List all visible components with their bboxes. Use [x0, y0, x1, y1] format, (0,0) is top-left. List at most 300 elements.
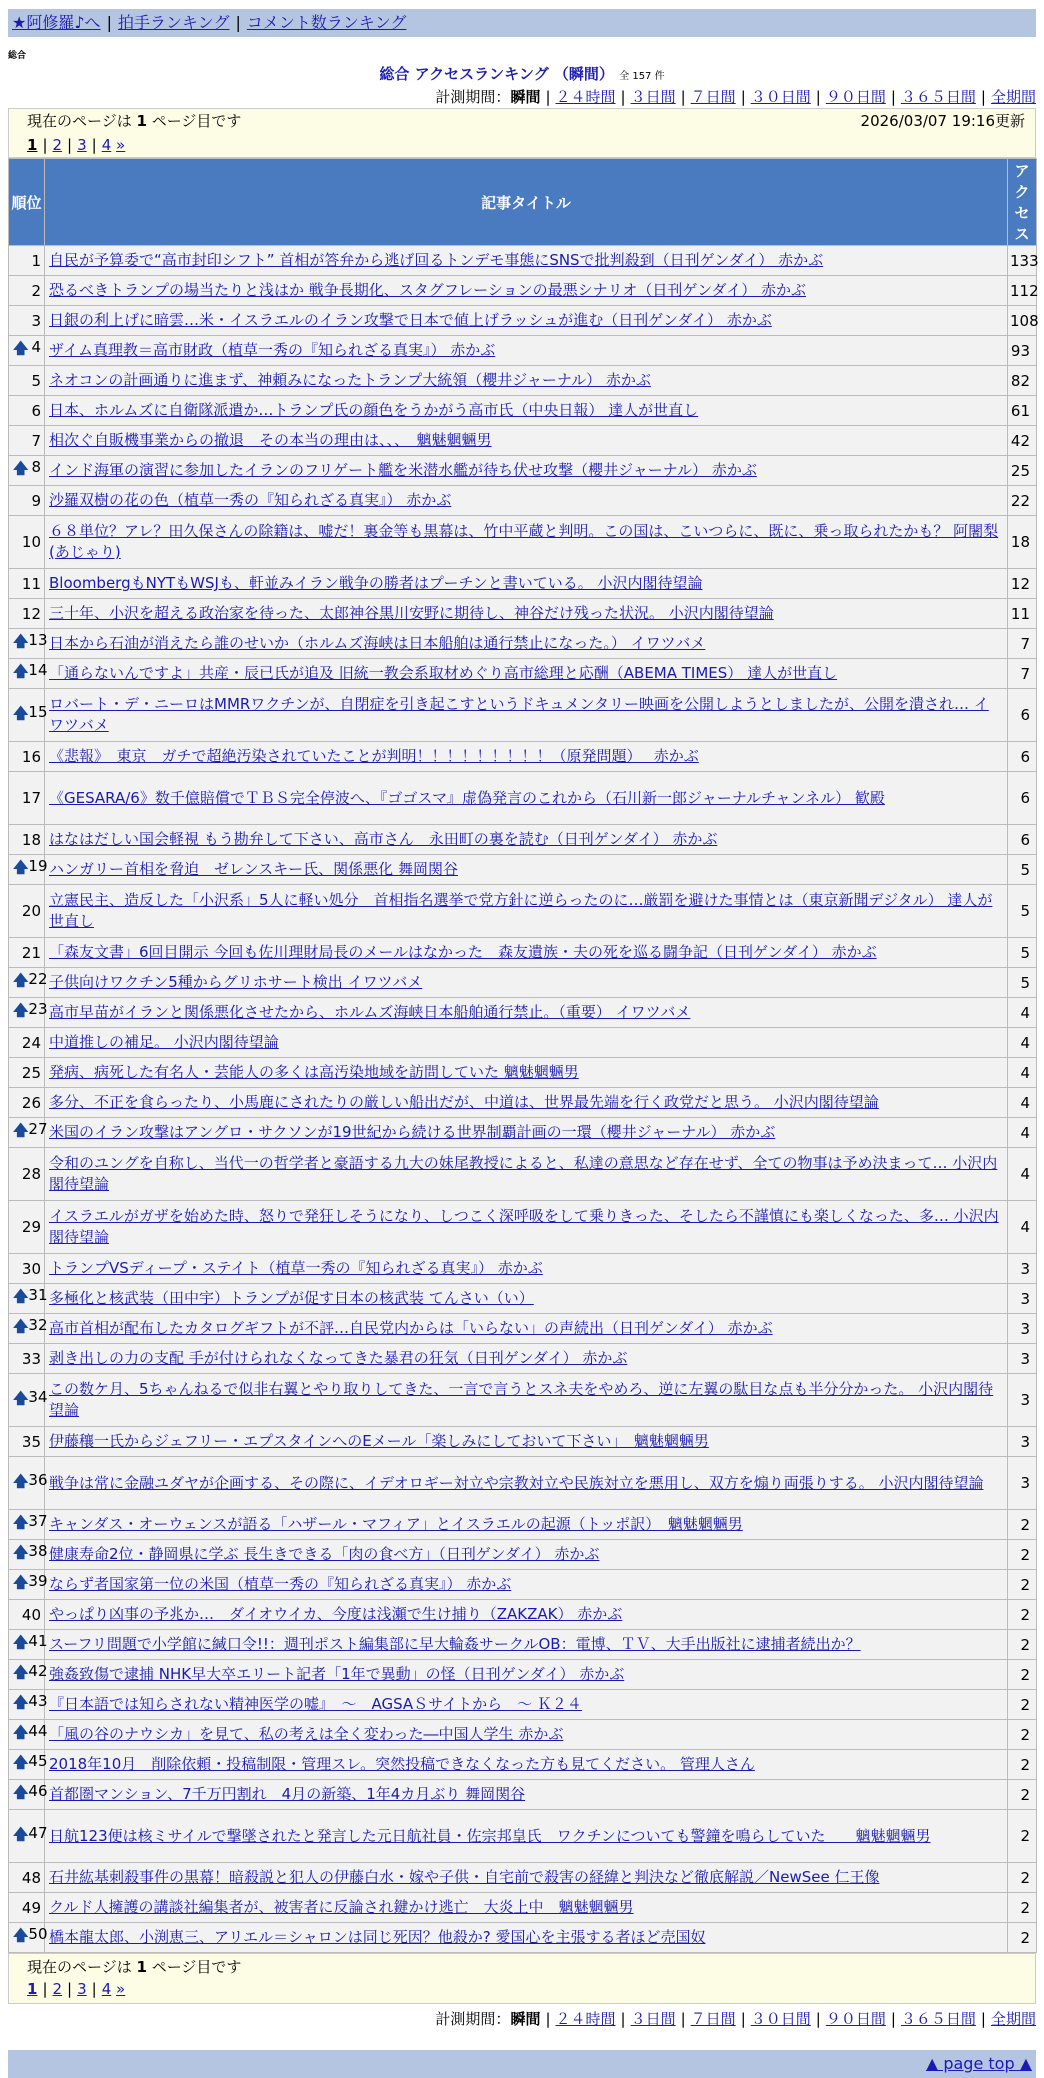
article-link[interactable]: 多分、不正を食らったり、小馬鹿にされたりの厳しい船出だが、中道は、世界最先端を行く政党だと思う。 小沢内閣待望論 — [49, 1093, 879, 1111]
rank-up-icon: 🡅 — [13, 1824, 29, 1843]
rank-up-icon: 🡅 — [13, 1001, 29, 1019]
rank-number: 37 — [28, 1512, 48, 1530]
title-cell — [45, 569, 1008, 599]
title-cell — [45, 1028, 1008, 1058]
title-cell — [45, 1510, 1008, 1540]
access-count: 4 — [1008, 1148, 1037, 1201]
rank-number: 32 — [28, 1316, 48, 1334]
table-row — [9, 1088, 1037, 1118]
access-count: 2 — [1008, 1863, 1037, 1893]
separator: | — [91, 1980, 97, 1998]
rank-number: 14 — [28, 661, 48, 679]
title-cell — [45, 516, 1008, 569]
page-link-current[interactable]: 1 — [27, 136, 38, 154]
title-cell — [45, 336, 1008, 366]
rank-cell — [9, 366, 45, 396]
page-status: 現在のページは 1 ページ目です — [27, 112, 242, 130]
rank-cell — [9, 1630, 48, 1660]
article-link[interactable]: ハンガリー首相を脅迫 ゼレンスキー氏、関係悪化 舞岡関谷 — [49, 860, 458, 878]
rank-cell — [9, 426, 45, 456]
period-current: 瞬間 — [510, 88, 541, 106]
access-count: 2 — [1008, 1810, 1037, 1863]
title-cell — [45, 366, 1008, 396]
rank-cell — [9, 629, 48, 659]
title-cell — [45, 689, 1008, 742]
title-cell — [45, 1314, 1008, 1344]
access-count: 2 — [1008, 1660, 1037, 1690]
page-link[interactable]: 4 — [101, 1980, 112, 1998]
title-cell — [45, 885, 1008, 938]
separator: | — [980, 2010, 986, 2028]
comment-ranking-link[interactable]: コメント数ランキング — [246, 13, 407, 32]
article-link[interactable]: 自民が予算委で“高市封印シフト” 首相が答弁から逃げ回るトンデモ事態にSNSで批判殺到（日刊ゲンダイ） 赤かぶ — [49, 251, 824, 269]
access-count: 4 — [1008, 1201, 1037, 1254]
article-link[interactable]: 立憲民主、造反した「小沢系」5人に軽い処分 首相指名選挙で党方針に逆らったのに…厳罰を避けた事情とは（東京新聞デジタル） 達人が世直し — [49, 891, 993, 930]
rank-number: 18 — [21, 830, 41, 849]
article-link[interactable]: 2018年10月 削除依頼・投稿制限・管理スレ。突然投稿できなくなった方も見てください。 管理人さん — [49, 1755, 755, 1773]
rank-up-icon: 🡅 — [13, 339, 29, 357]
access-count: 42 — [1008, 426, 1037, 456]
title-cell — [45, 1720, 1008, 1750]
top-nav-bar — [8, 9, 1036, 37]
pager-top — [8, 108, 1036, 158]
article-link[interactable]: トランプVSディープ・ステイト（植草一秀の『知られざる真実』） 赤かぶ — [49, 1259, 543, 1277]
access-count: 4 — [1008, 1058, 1037, 1088]
table-row — [9, 1314, 1037, 1344]
access-count: 6 — [1008, 772, 1037, 825]
article-link[interactable]: スーフリ問題で小学館に緘口令!!：週刊ポスト編集部に早大輪姦サークルOB：電博、ＴＶ、大手出版社に逮捕者続出か？ — [49, 1635, 861, 1653]
access-count: 4 — [1008, 998, 1037, 1028]
rank-number: 49 — [21, 1898, 41, 1917]
rank-up-icon: 🡅 — [13, 1317, 29, 1335]
table-row — [9, 1863, 1037, 1893]
rank-number: 40 — [21, 1605, 41, 1624]
article-link[interactable]: 令和のユングを自称し、当代一の哲学者と豪語する九大の妹尾教授によると、私達の意思など存在せず、全ての物事は予め決まって… 小沢内閣待望論 — [49, 1154, 998, 1193]
table-row — [9, 742, 1037, 772]
separator: | — [890, 2010, 896, 2028]
table-row — [9, 968, 1037, 998]
period-link[interactable]: ９０日間 — [825, 88, 886, 106]
title-cell — [45, 998, 1008, 1028]
title-cell — [45, 1780, 1008, 1810]
period-link[interactable]: ３６５日間 — [900, 88, 976, 106]
table-row — [9, 1148, 1037, 1201]
separator: | — [680, 88, 686, 106]
table-row — [9, 885, 1037, 938]
rank-cell — [9, 1314, 48, 1344]
title-cell — [45, 1284, 1008, 1314]
title-cell — [45, 1118, 1008, 1148]
period-link[interactable]: ３６５日間 — [900, 2010, 976, 2028]
article-link[interactable]: 三十年、小沢を超える政治家を待った、太郎神谷黒川安野に期待し、神谷だけ残った状況。 小沢内閣待望論 — [49, 604, 774, 622]
rank-up-icon: 🡅 — [13, 1573, 29, 1591]
article-link[interactable]: ザイム真理教＝高市財政（植草一秀の『知られざる真実』） 赤かぶ — [49, 341, 496, 359]
article-link[interactable]: 首都圏マンション、7千万円割れ 4月の新築、1年4カ月ぶり 舞岡関谷 — [49, 1785, 526, 1803]
access-count: 2 — [1008, 1630, 1037, 1660]
page-link[interactable]: 3 — [77, 136, 87, 154]
clap-ranking-link[interactable]: 拍手ランキング — [117, 13, 230, 32]
rank-cell — [9, 1510, 48, 1540]
rank-number: 34 — [28, 1387, 48, 1406]
rank-cell — [9, 1570, 48, 1600]
separator: | — [235, 13, 241, 32]
article-link[interactable]: 高市首相が配布したカタログギフトが不評…自民党内からは「いらない」の声続出（日刊ゲンダイ） 赤かぶ — [49, 1319, 773, 1337]
rank-number: 47 — [28, 1823, 48, 1842]
rank-up-icon: 🡅 — [13, 632, 29, 650]
page-link[interactable]: 2 — [52, 1980, 63, 1998]
table-row — [9, 772, 1037, 825]
rank-cell — [9, 938, 45, 968]
rank-cell — [9, 1660, 48, 1690]
article-link[interactable]: ネオコンの計画通りに進まず、神頼みになったトランプ大統領（櫻井ジャーナル） 赤かぶ — [49, 371, 651, 389]
article-link[interactable]: 多極化と核武装（田中宇）トランプが促す日本の核武装 てんさい（い） — [49, 1289, 534, 1307]
rank-cell — [9, 855, 48, 885]
rank-number: 3 — [31, 311, 41, 330]
article-link[interactable]: 強姦致傷で逮捕 NHK早大卒エリート記者「1年で異動」の怪（日刊ゲンダイ） 赤かぶ — [49, 1665, 625, 1683]
rank-up-icon: 🡅 — [13, 459, 29, 477]
rank-up-icon: 🡅 — [13, 703, 29, 722]
access-count: 3 — [1008, 1284, 1037, 1314]
period-link[interactable]: ２４時間 — [555, 88, 616, 106]
period-link[interactable]: 全期間 — [990, 88, 1036, 106]
col-access-header: アクセス — [1008, 159, 1037, 246]
title-cell — [45, 246, 1008, 276]
title-cell — [45, 1148, 1008, 1201]
period-link[interactable]: ３日間 — [630, 2010, 676, 2028]
next-page-link[interactable]: » — [116, 136, 126, 154]
access-count: 5 — [1008, 855, 1037, 885]
access-count: 3 — [1008, 1344, 1037, 1374]
home-link[interactable]: ★阿修羅♪へ — [12, 13, 101, 32]
bottom-bar — [8, 2050, 1036, 2078]
table-row — [9, 1660, 1037, 1690]
article-link[interactable]: インド海軍の演習に参加したイランのフリゲート艦を米潜水艦が待ち伏せ攻撃（櫻井ジャーナル） 赤かぶ — [49, 461, 757, 479]
rank-cell — [9, 885, 45, 938]
table-row — [9, 689, 1037, 742]
table-row — [9, 1284, 1037, 1314]
page-top-link[interactable]: ▲ page top ▲ — [925, 2054, 1032, 2073]
table-row — [9, 1201, 1037, 1254]
title-cell — [45, 1088, 1008, 1118]
table-row — [9, 336, 1037, 366]
table-row — [9, 629, 1037, 659]
article-link[interactable]: 「森友文書」6回目開示 今回も佐川理財局長のメールはなかった 森友遺族・夫の死を巡る闘争記（日刊ゲンダイ） 赤かぶ — [49, 943, 877, 961]
rank-cell — [9, 742, 45, 772]
rank-number: 29 — [21, 1218, 41, 1236]
article-link[interactable]: 《悲報》 東京 ガチで超絶汚染されていたことが判明！！！！！！！！！（原発問題） 赤かぶ — [49, 747, 699, 765]
rank-number: 9 — [31, 491, 41, 510]
access-count: 7 — [1008, 629, 1037, 659]
separator: | — [740, 2010, 746, 2028]
rank-number: 31 — [28, 1286, 48, 1304]
rank-cell — [9, 486, 45, 516]
title-cell — [45, 276, 1008, 306]
rank-up-icon: 🡅 — [13, 1783, 29, 1801]
access-count: 108 — [1008, 306, 1037, 336]
period-current: 瞬間 — [510, 2010, 541, 2028]
rank-number: 13 — [28, 631, 48, 649]
period-link[interactable]: 全期間 — [990, 2010, 1036, 2028]
separator: | — [42, 136, 48, 154]
title-cell — [45, 742, 1008, 772]
article-link[interactable]: 高市早苗がイランと関係悪化させたから、ホルムズ海峡日本船舶通行禁止。（重要） イワツバメ — [49, 1003, 691, 1021]
rank-number: 6 — [31, 401, 41, 420]
ranking-title: 総合 アクセスランキング （瞬間） — [379, 65, 614, 83]
period-link[interactable]: ７日間 — [690, 88, 736, 106]
separator: | — [67, 136, 73, 154]
rank-cell — [9, 456, 45, 486]
title-cell — [45, 1600, 1008, 1630]
rank-up-icon: 🡅 — [13, 1926, 29, 1944]
rank-cell — [9, 1088, 45, 1118]
article-link[interactable]: 相次ぐ自販機事業からの撤退 その本当の理由は、、、 魑魅魍魎男 — [49, 431, 492, 449]
rank-cell — [9, 1254, 45, 1284]
period-link[interactable]: ３０日間 — [750, 2010, 811, 2028]
table-row — [9, 516, 1037, 569]
title-cell — [45, 599, 1008, 629]
rank-up-icon: 🡅 — [13, 1388, 29, 1407]
col-title-header: 記事タイトル — [45, 159, 1008, 246]
section-label: 総合 — [8, 51, 27, 61]
article-link[interactable]: 橋本龍太郎、小渕恵三、アリエル＝シャロンは同じ死因？他殺か? 愛国心を主張する者ほど売国奴 — [49, 1928, 706, 1946]
separator: | — [545, 2010, 551, 2028]
rank-number: 21 — [21, 943, 41, 962]
table-row — [9, 246, 1037, 276]
article-link[interactable]: 日本から石油が消えたら誰のせいか（ホルムズ海峡は日本船舶は通行禁止になった。） イワツバメ — [49, 634, 706, 652]
rank-number: 43 — [28, 1692, 48, 1710]
rank-number: 26 — [21, 1093, 41, 1112]
rank-cell — [9, 599, 45, 629]
rank-up-icon: 🡅 — [13, 1121, 29, 1139]
rank-cell — [9, 1344, 45, 1374]
article-link[interactable]: 《GESARA/6》数千億賠償でＴＢＳ完全停波へ、『ゴゴスマ』虚偽発言のこれから（石川新一郎ジャーナルチャンネル） 歓殿 — [49, 788, 885, 807]
rank-up-icon: 🡅 — [13, 858, 29, 876]
article-link[interactable]: ロバート・デ・ニーロはMMRワクチンが、自閉症を引き起こすというドキュメンタリー映画を公開しようとしましたが、公開を潰され… イワツバメ — [49, 695, 989, 734]
table-row — [9, 1427, 1037, 1457]
article-link[interactable]: 戦争は常に金融ユダヤが企画する、その際に、イデオロギー対立や宗教対立や民族対立を悪用し、双方を煽り両張りする。 小沢内閣待望論 — [49, 1473, 984, 1492]
access-count: 3 — [1008, 1314, 1037, 1344]
table-row — [9, 1457, 1037, 1510]
rank-number: 39 — [28, 1572, 48, 1590]
page-link-current[interactable]: 1 — [27, 1980, 38, 1998]
rank-number: 1 — [31, 251, 41, 270]
article-link[interactable]: クルド人擁護の講談社編集者が、被害者に反論され鍵かけ逃亡 大炎上中 魑魅魍魎男 — [49, 1898, 634, 1916]
access-count: 2 — [1008, 1510, 1037, 1540]
rank-number: 50 — [28, 1925, 48, 1943]
separator: | — [91, 136, 97, 154]
rank-number: 41 — [28, 1632, 48, 1650]
table-row — [9, 366, 1037, 396]
rank-cell — [9, 998, 48, 1028]
article-link[interactable]: 発病、病死した有名人・芸能人の多くは高汚染地域を訪問していた 魑魅魍魎男 — [49, 1063, 579, 1081]
rank-number: 24 — [21, 1033, 41, 1052]
article-link[interactable]: 「通らないんですよ」共産・辰已氏が追及 旧統一教会系取材めぐり高市総理と応酬（ABEMA TIMES） 達人が世直し — [49, 664, 838, 682]
article-link[interactable]: 石井紘基刺殺事件の黒幕！暗殺説と犯人の伊藤白水・嫁や子供・自宅前で殺害の経緯と判決など徹底解説／NewSee 仁王像 — [49, 1868, 880, 1886]
article-link[interactable]: 米国のイラン攻撃はアングロ・サクソンが19世紀から続ける世界制覇計画の一環（櫻井ジャーナル） 赤かぶ — [49, 1123, 776, 1141]
article-link[interactable]: やっぱり凶事の予兆か… ダイオウイカ、今度は浅瀬で生け捕り（ZAKZAK） 赤かぶ — [49, 1605, 623, 1623]
title-cell — [45, 306, 1008, 336]
rank-number: 12 — [21, 604, 41, 623]
page-links — [27, 1979, 1025, 1999]
article-link[interactable]: 日航123便は核ミサイルで撃墜されたと発言した元日航社員・佐宗邦皇氏 ワクチンについても警鐘を鳴らしていた 魑魅魍魎男 — [49, 1826, 931, 1845]
rank-number: 27 — [28, 1120, 48, 1138]
next-page-link[interactable]: » — [116, 1980, 126, 1998]
article-link[interactable]: ６８単位？アレ？田久保さんの除籍は、嘘だ！裏金等も黒幕は、竹中平蔵と判明。この国は、こいつらに、既に、乗っ取られたかも？ 阿闍梨(あじゃり) — [49, 522, 999, 561]
page-link[interactable]: 3 — [77, 1980, 87, 1998]
title-cell — [45, 772, 1008, 825]
separator: | — [815, 2010, 821, 2028]
rank-cell — [9, 1058, 45, 1088]
article-link[interactable]: この数ケ月、5ちゃんねるで似非右翼とやり取りしてきた、一言で言うとスネ夫をやめろ、逆に左翼の駄目な点も半分分かった。 小沢内閣待望論 — [49, 1380, 994, 1419]
title-cell — [45, 855, 1008, 885]
access-count: 3 — [1008, 1427, 1037, 1457]
table-row — [9, 1510, 1037, 1540]
rank-cell — [9, 1284, 48, 1314]
title-cell — [45, 659, 1008, 689]
period-link[interactable]: ２４時間 — [555, 2010, 616, 2028]
table-row — [9, 1600, 1037, 1630]
title-cell — [45, 1630, 1008, 1660]
article-link[interactable]: BloombergもNYTもWSJも、軒並みイラン戦争の勝者はプーチンと書いている。 小沢内閣待望論 — [49, 574, 703, 592]
rank-number: 46 — [28, 1782, 48, 1800]
access-count: 2 — [1008, 1720, 1037, 1750]
page-links — [27, 135, 1025, 155]
article-link[interactable]: 日本、ホルムズに自衛隊派遣か…トランプ氏の顔色をうかがう高市氏（中央日報） 達人が世直し — [49, 401, 699, 419]
rank-number: 28 — [21, 1165, 41, 1183]
period-selector — [8, 2008, 1036, 2030]
rank-cell — [9, 1750, 48, 1780]
access-count: 12 — [1008, 569, 1037, 599]
title-cell — [45, 1810, 1008, 1863]
rank-cell — [9, 1923, 48, 1953]
period-link[interactable]: ７日間 — [690, 2010, 736, 2028]
access-count: 112 — [1008, 276, 1037, 306]
rank-number: 48 — [21, 1868, 41, 1887]
rank-number: 25 — [21, 1063, 41, 1082]
access-count: 25 — [1008, 456, 1037, 486]
table-row — [9, 938, 1037, 968]
period-link[interactable]: ９０日間 — [825, 2010, 886, 2028]
title-cell — [45, 1540, 1008, 1570]
table-row — [9, 599, 1037, 629]
rank-up-icon: 🡅 — [13, 1543, 29, 1561]
article-link[interactable]: イスラエルがガザを始めた時、怒りで発狂しそうになり、しつこく深呼吸をして乗りきった、そしたら不謹慎にも楽しくなった、多… 小沢内閣待望論 — [49, 1207, 999, 1246]
rank-cell — [9, 1720, 48, 1750]
table-row — [9, 569, 1037, 599]
title-cell — [45, 1457, 1008, 1510]
title-cell — [45, 1374, 1008, 1427]
table-row — [9, 1344, 1037, 1374]
title-cell — [45, 426, 1008, 456]
rank-up-icon: 🡅 — [13, 1753, 29, 1771]
page — [8, 9, 1039, 2078]
article-link[interactable]: 恐るべきトランプの場当たりと浅はか 戦争長期化、スタグフレーションの最悪シナリオ（日刊ゲンダイ） 赤かぶ — [49, 281, 806, 299]
rank-number: 42 — [28, 1662, 48, 1680]
period-link[interactable]: ３０日間 — [750, 88, 811, 106]
rank-cell — [9, 772, 45, 825]
rank-cell — [9, 825, 45, 855]
ranking-table — [8, 158, 1037, 1953]
table-row — [9, 1028, 1037, 1058]
article-link[interactable]: キャンダス・オーウェンスが語る「ハザール・マフィア」とイスラエルの起源（トッポ訳） 魑魅魍魎男 — [49, 1515, 743, 1533]
rank-number: 10 — [21, 533, 41, 551]
title-cell — [45, 1201, 1008, 1254]
access-count: 2 — [1008, 1690, 1037, 1720]
table-row — [9, 426, 1037, 456]
access-count: 2 — [1008, 1750, 1037, 1780]
table-row — [9, 306, 1037, 336]
title-cell — [45, 825, 1008, 855]
table-row — [9, 659, 1037, 689]
title-cell — [45, 1863, 1008, 1893]
article-link[interactable]: 沙羅双樹の花の色（植草一秀の『知られざる真実』） 赤かぶ — [49, 491, 452, 509]
rank-number: 11 — [21, 574, 41, 593]
table-row — [9, 396, 1037, 426]
title-cell — [45, 1750, 1008, 1780]
page-title — [8, 65, 1036, 86]
access-count: 7 — [1008, 659, 1037, 689]
article-link[interactable]: ならず者国家第一位の米国（植草一秀の『知られざる真実』） 赤かぶ — [49, 1575, 512, 1593]
title-cell — [45, 1893, 1008, 1923]
article-link[interactable]: はなはだしい国会軽視 もう勘弁して下さい、高市さん 永田町の裏を読む（日刊ゲンダイ） 赤かぶ — [49, 830, 718, 848]
rank-cell — [9, 1427, 45, 1457]
page-link[interactable]: 2 — [52, 136, 63, 154]
period-label: 計測期間： — [435, 88, 511, 106]
separator: | — [815, 88, 821, 106]
table-row — [9, 998, 1037, 1028]
rank-cell — [9, 396, 45, 426]
rank-number: 36 — [28, 1470, 48, 1489]
title-cell — [45, 1427, 1008, 1457]
access-count: 11 — [1008, 599, 1037, 629]
rank-cell — [9, 1780, 48, 1810]
rank-number: 23 — [28, 1000, 48, 1018]
rank-cell — [9, 569, 45, 599]
access-count: 3 — [1008, 1457, 1037, 1510]
rank-cell — [9, 276, 45, 306]
title-cell — [45, 1254, 1008, 1284]
title-cell — [45, 1923, 1008, 1953]
period-link[interactable]: ３日間 — [630, 88, 676, 106]
table-row — [9, 486, 1037, 516]
table-row — [9, 456, 1037, 486]
article-link[interactable]: 健康寿命2位・静岡県に学ぶ 長生きできる「肉の食べ方」（日刊ゲンダイ） 赤かぶ — [49, 1545, 600, 1563]
article-link[interactable]: 日銀の利上げに暗雲…米・イスラエルのイラン攻撃で日本で値上げラッシュが進む（日刊ゲンダイ） 赤かぶ — [49, 311, 772, 329]
rank-number: 17 — [21, 789, 41, 807]
table-row — [9, 855, 1037, 885]
article-link[interactable]: 「風の谷のナウシカ」を見て、私の考えは全く変わった―中国人学生 赤かぶ — [49, 1725, 564, 1743]
rank-cell — [9, 1028, 45, 1058]
table-row — [9, 1058, 1037, 1088]
separator: | — [42, 1980, 48, 1998]
article-link[interactable]: 中道推しの補足。 小沢内閣待望論 — [49, 1033, 279, 1051]
access-count: 4 — [1008, 1088, 1037, 1118]
access-count: 2 — [1008, 1600, 1037, 1630]
page-status: 現在のページは 1 ページ目です — [27, 1958, 242, 1976]
article-link[interactable]: 子供向けワクチン5種からグリホサート検出 イワツバメ — [49, 973, 423, 991]
separator: | — [106, 13, 112, 32]
separator: | — [620, 88, 626, 106]
article-link[interactable]: 伊藤穰一氏からジェフリー・エプスタインへのEメール「楽しみにしておいて下さい」 魑魅魍魎男 — [49, 1432, 709, 1450]
rank-cell — [9, 968, 48, 998]
rank-cell — [9, 306, 45, 336]
rank-number: 8 — [31, 458, 41, 476]
rank-cell — [9, 1810, 48, 1863]
article-link[interactable]: 『日本語では知らされない精神医学の嘘』 ～ AGSAＳサイトから ～ Ｋ２４ — [49, 1695, 582, 1713]
separator: | — [545, 88, 551, 106]
article-link[interactable]: 剥き出しの力の支配 手が付けられなくなってきた暴君の狂気（日刊ゲンダイ） 赤かぶ — [49, 1349, 628, 1367]
page-link[interactable]: 4 — [101, 136, 112, 154]
